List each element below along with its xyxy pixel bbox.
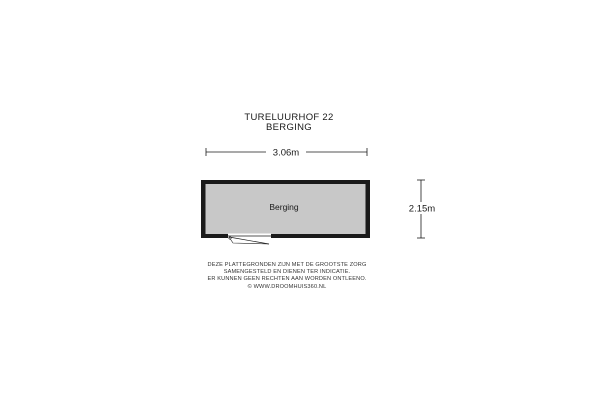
disclaimer-line: © WWW.DROOMHUIS360.NL [247,283,327,290]
disclaimer-line: DEZE PLATTEGRONDEN ZIJN MET DE GROOTSTE ZORG [207,262,367,268]
disclaimer-line: ER KUNNEN GEEN RECHTEN AAN WORDEN ONTLEENO. [207,276,367,283]
disclaimer-text [0,262,574,291]
depth-dimension-label: 2.15m [408,203,436,215]
room-berging [201,180,370,244]
plan-title-address: TURELUURHOF 22 [244,112,334,123]
plan-title-floor: BERGING [266,122,312,133]
depth-dimension [404,180,440,238]
width-dimension [206,146,367,159]
disclaimer-line: SAMENGESTELD EN DIENEN TER INDICATIE. [223,269,351,276]
width-dimension-label: 3.06m [272,147,300,159]
room-label-berging: Berging [269,202,299,212]
